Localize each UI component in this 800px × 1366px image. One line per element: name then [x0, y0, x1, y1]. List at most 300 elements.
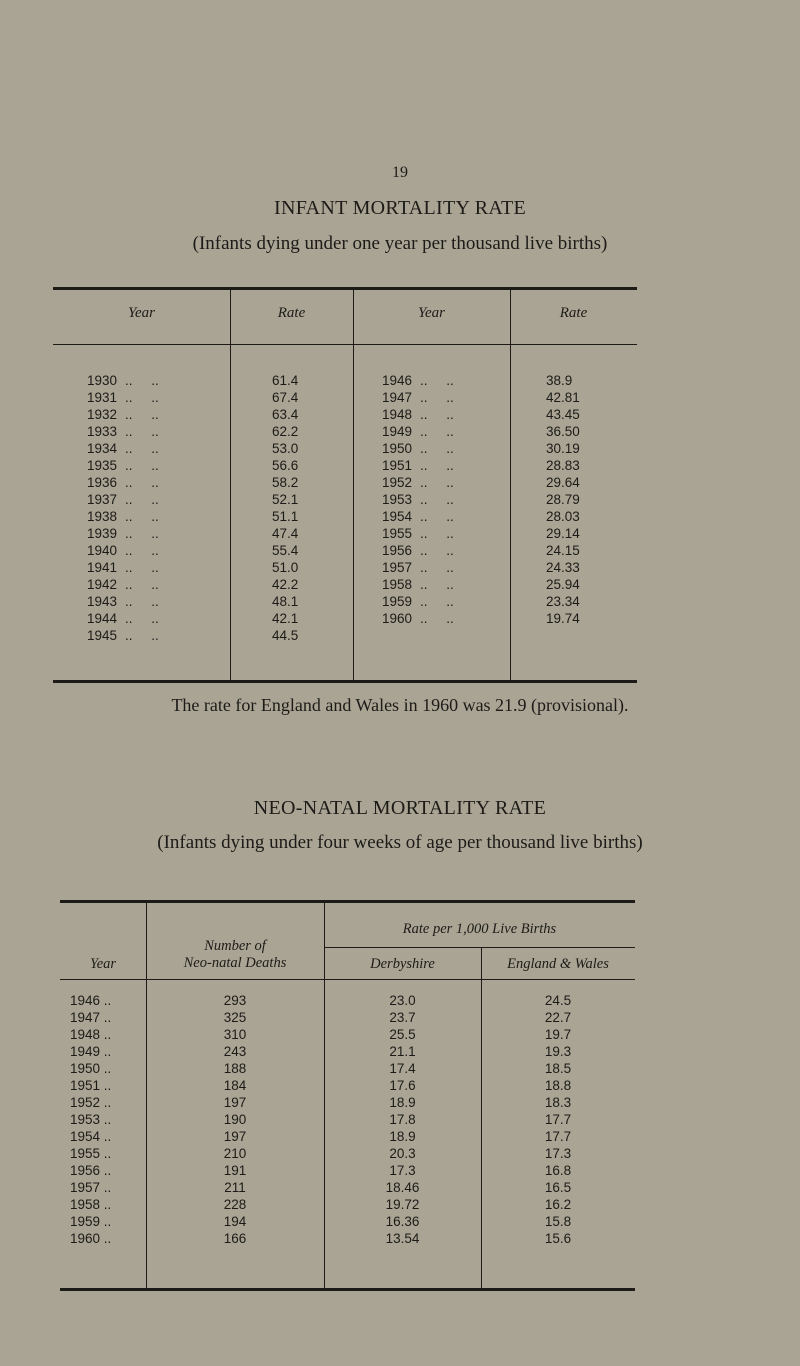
- year-cell-value: 1937: [87, 492, 118, 507]
- header-year-right: Year: [418, 305, 445, 321]
- rate-cell: [272, 440, 298, 457]
- year-cell-value: 1948: [70, 1027, 101, 1042]
- year-column-right: [382, 372, 476, 627]
- deaths-cell-value: 243: [223, 1044, 247, 1059]
- column-divider: [353, 287, 354, 683]
- england-wales-cell: [481, 1145, 635, 1162]
- rate-cell-value: 53.0: [272, 441, 299, 456]
- leader-dots: .. ..: [125, 594, 159, 609]
- header-rate-left: Rate: [277, 305, 306, 321]
- england-wales-cell: [481, 992, 635, 1009]
- year-cell-value: 1930: [87, 373, 118, 388]
- deaths-cell: [146, 1196, 324, 1213]
- rate-cell-value: 42.1: [272, 611, 299, 626]
- year-cell: [382, 423, 476, 440]
- leader-dots: .. ..: [420, 424, 454, 439]
- year-cell-value: 1954: [70, 1129, 101, 1144]
- leader-dots: .. ..: [420, 492, 454, 507]
- rate-cell: [546, 525, 580, 542]
- leader-dots: .. ..: [125, 492, 159, 507]
- rate-cell-value: 51.0: [272, 560, 299, 575]
- year-cell: [70, 1060, 146, 1077]
- leader-dots: .. ..: [125, 373, 159, 388]
- deaths-cell-value: 197: [223, 1095, 247, 1110]
- deaths-cell-value: 310: [223, 1027, 247, 1042]
- derbyshire-cell-value: 17.3: [389, 1163, 416, 1178]
- year-cell-value: 1953: [70, 1112, 101, 1127]
- rate-cell-value: 44.5: [272, 628, 299, 643]
- year-cell: [87, 423, 181, 440]
- deaths-cell: [146, 1009, 324, 1026]
- year-cell-value: 1959: [382, 594, 413, 609]
- page-number: 19: [392, 164, 408, 181]
- rate-cell: [546, 389, 580, 406]
- rate-cell-value: 67.4: [272, 390, 299, 405]
- year-cell: [70, 1094, 146, 1111]
- leader-dots: .. ..: [420, 543, 454, 558]
- year-cell: [70, 1009, 146, 1026]
- infant-mortality-table: [53, 287, 637, 683]
- derbyshire-cell-value: 17.6: [389, 1078, 416, 1093]
- rate-cell: [546, 576, 580, 593]
- year-cell-value: 1946: [382, 373, 413, 388]
- rate-cell: [546, 423, 580, 440]
- derbyshire-cell: [324, 1196, 481, 1213]
- leader-dots: ..: [100, 993, 112, 1008]
- year-cell: [70, 1213, 146, 1230]
- england-wales-cell: [481, 1179, 635, 1196]
- rate-cell: [272, 610, 298, 627]
- england-wales-cell: [481, 1009, 635, 1026]
- year-cell: [382, 610, 476, 627]
- england-wales-cell: [481, 1077, 635, 1094]
- leader-dots: ..: [100, 1180, 112, 1195]
- rate-cell: [272, 627, 298, 644]
- leader-dots: .. ..: [420, 390, 454, 405]
- year-cell: [382, 559, 476, 576]
- year-cell-value: 1933: [87, 424, 118, 439]
- year-cell-value: 1950: [382, 441, 413, 456]
- year-cell: [87, 610, 181, 627]
- year-cell-value: 1947: [382, 390, 413, 405]
- rate-cell-value: 52.1: [272, 492, 299, 507]
- derbyshire-cell: [324, 1145, 481, 1162]
- rate-cell-value: 24.33: [546, 560, 580, 575]
- year-cell-value: 1957: [382, 560, 413, 575]
- year-cell-value: 1932: [87, 407, 118, 422]
- rate-cell-value: 24.15: [546, 543, 580, 558]
- leader-dots: ..: [100, 1214, 112, 1229]
- derbyshire-cell: [324, 992, 481, 1009]
- england-wales-cell-value: 18.8: [544, 1078, 572, 1093]
- year-cell: [87, 389, 181, 406]
- year-cell-value: 1950: [70, 1061, 101, 1076]
- year-cell: [87, 491, 181, 508]
- leader-dots: .. ..: [420, 373, 454, 388]
- header-deaths: [146, 938, 324, 972]
- year-cell: [382, 389, 476, 406]
- deaths-cell-value: 190: [223, 1112, 247, 1127]
- derbyshire-cell: [324, 1230, 481, 1247]
- derbyshire-cell-value: 18.9: [389, 1129, 416, 1144]
- leader-dots: .. ..: [125, 543, 159, 558]
- deaths-cell: [146, 1060, 324, 1077]
- year-cell-value: 1940: [87, 543, 118, 558]
- leader-dots: .. ..: [125, 628, 159, 643]
- year-cell: [87, 559, 181, 576]
- england-wales-cell-value: 17.7: [544, 1129, 572, 1144]
- year-cell: [87, 457, 181, 474]
- year-cell-value: 1960: [70, 1231, 101, 1246]
- year-cell: [382, 474, 476, 491]
- rate-cell: [546, 440, 580, 457]
- year-cell: [87, 593, 181, 610]
- rate-cell-value: 28.83: [546, 458, 580, 473]
- england-wales-cell-value: 24.5: [544, 993, 572, 1008]
- header-rate-right: Rate: [559, 305, 588, 321]
- rate-cell: [546, 406, 580, 423]
- england-wales-cell-value: 22.7: [544, 1010, 572, 1025]
- year-cell: [70, 1230, 146, 1247]
- derbyshire-cell-value: 25.5: [389, 1027, 416, 1042]
- neonatal-mortality-title: NEO-NATAL MORTALITY RATE: [253, 797, 547, 819]
- rate-cell-value: 25.94: [546, 577, 580, 592]
- year-cell: [382, 440, 476, 457]
- rate-cell-value: 55.4: [272, 543, 299, 558]
- rate-cell: [272, 542, 298, 559]
- year-cell-value: 1941: [87, 560, 118, 575]
- leader-dots: .. ..: [125, 560, 159, 575]
- england-wales-cell-value: 17.7: [544, 1112, 572, 1127]
- year-cell: [70, 1179, 146, 1196]
- deaths-cell: [146, 1179, 324, 1196]
- derbyshire-cell: [324, 1060, 481, 1077]
- deaths-cell-value: 325: [223, 1010, 247, 1025]
- deaths-cell: [146, 1162, 324, 1179]
- deaths-cell: [146, 1094, 324, 1111]
- table-subheader-rule: [324, 947, 635, 948]
- year-cell: [70, 1128, 146, 1145]
- year-cell: [70, 1026, 146, 1043]
- leader-dots: ..: [100, 1010, 112, 1025]
- year-cell: [87, 525, 181, 542]
- infant-mortality-title: INFANT MORTALITY RATE: [273, 197, 526, 219]
- year-cell-value: 1946: [70, 993, 101, 1008]
- rate-cell: [546, 559, 580, 576]
- year-cell-value: 1944: [87, 611, 118, 626]
- deaths-cell: [146, 1128, 324, 1145]
- year-cell: [70, 1111, 146, 1128]
- year-cell: [70, 992, 146, 1009]
- rate-cell: [272, 457, 298, 474]
- leader-dots: .. ..: [420, 509, 454, 524]
- derbyshire-cell-value: 20.3: [389, 1146, 416, 1161]
- year-cell-value: 1960: [382, 611, 413, 626]
- deaths-cell-value: 210: [223, 1146, 247, 1161]
- year-cell: [382, 508, 476, 525]
- year-cell: [87, 627, 181, 644]
- year-cell-value: 1958: [70, 1197, 101, 1212]
- rate-cell-value: 30.19: [546, 441, 580, 456]
- england-wales-cell-value: 16.8: [544, 1163, 572, 1178]
- leader-dots: .. ..: [420, 526, 454, 541]
- year-cell-value: 1947: [70, 1010, 101, 1025]
- england-wales-note: The rate for England and Wales in 1960 was 21.9 (provisional).: [171, 695, 629, 715]
- leader-dots: ..: [100, 1231, 112, 1246]
- year-cell-value: 1953: [382, 492, 413, 507]
- year-cell-value: 1955: [70, 1146, 101, 1161]
- england-wales-cell: [481, 1162, 635, 1179]
- table-header-rule: [53, 344, 637, 345]
- year-cell-value: 1949: [70, 1044, 101, 1059]
- year-cell: [70, 1196, 146, 1213]
- deaths-cell: [146, 1111, 324, 1128]
- rate-cell: [272, 406, 298, 423]
- derbyshire-cell: [324, 1009, 481, 1026]
- year-cell-value: 1951: [382, 458, 413, 473]
- year-cell: [87, 372, 181, 389]
- deaths-cell-value: 191: [223, 1163, 247, 1178]
- derbyshire-cell: [324, 1094, 481, 1111]
- leader-dots: ..: [100, 1061, 112, 1076]
- year-cell: [70, 1162, 146, 1179]
- rate-cell: [272, 474, 298, 491]
- year-cell: [87, 508, 181, 525]
- deaths-cell-value: 194: [223, 1214, 247, 1229]
- leader-dots: .. ..: [420, 594, 454, 609]
- year-cell-value: 1931: [87, 390, 118, 405]
- rate-cell-value: 43.45: [546, 407, 580, 422]
- deaths-cell: [146, 1026, 324, 1043]
- england-wales-cell: [481, 1196, 635, 1213]
- derbyshire-cell: [324, 1162, 481, 1179]
- column-divider: [510, 287, 511, 683]
- leader-dots: .. ..: [125, 424, 159, 439]
- leader-dots: .. ..: [420, 577, 454, 592]
- rate-cell: [546, 457, 580, 474]
- year-cell-value: 1935: [87, 458, 118, 473]
- england-wales-cell: [481, 1094, 635, 1111]
- rate-cell-value: 42.2: [272, 577, 299, 592]
- rate-cell: [546, 508, 580, 525]
- leader-dots: .. ..: [125, 475, 159, 490]
- year-cell: [382, 491, 476, 508]
- header-rate-group: Rate per 1,000 Live Births: [402, 921, 557, 937]
- rate-cell-value: 28.03: [546, 509, 580, 524]
- derbyshire-cell: [324, 1213, 481, 1230]
- leader-dots: .. ..: [125, 390, 159, 405]
- leader-dots: ..: [100, 1112, 112, 1127]
- deaths-cell-value: 184: [223, 1078, 247, 1093]
- column-divider: [230, 287, 231, 683]
- rate-cell-value: 29.64: [546, 475, 580, 490]
- rate-cell-value: 38.9: [546, 373, 573, 388]
- leader-dots: .. ..: [420, 441, 454, 456]
- deaths-cell: [146, 1077, 324, 1094]
- year-column-left: [87, 372, 181, 644]
- rate-cell-value: 23.34: [546, 594, 580, 609]
- deaths-cell: [146, 992, 324, 1009]
- leader-dots: .. ..: [420, 560, 454, 575]
- year-cell-value: 1938: [87, 509, 118, 524]
- deaths-cell-value: 211: [224, 1180, 246, 1195]
- deaths-cell: [146, 1213, 324, 1230]
- rate-cell-value: 47.4: [272, 526, 299, 541]
- england-wales-cell-value: 19.3: [544, 1044, 572, 1059]
- year-cell: [87, 576, 181, 593]
- leader-dots: .. ..: [420, 611, 454, 626]
- year-cell-value: 1951: [70, 1078, 101, 1093]
- leader-dots: ..: [100, 1146, 112, 1161]
- year-cell-value: 1952: [382, 475, 413, 490]
- deaths-cell-value: 228: [223, 1197, 247, 1212]
- year-cell-value: 1949: [382, 424, 413, 439]
- england-wales-cell: [481, 1230, 635, 1247]
- header-england-wales: England & Wales: [507, 956, 609, 972]
- year-cell: [70, 1077, 146, 1094]
- deaths-cell-value: 166: [223, 1231, 247, 1246]
- rate-cell-value: 48.1: [272, 594, 299, 609]
- year-cell: [70, 1145, 146, 1162]
- derbyshire-cell-value: 18.9: [389, 1095, 416, 1110]
- year-cell: [87, 542, 181, 559]
- england-wales-column: [481, 992, 635, 1247]
- england-wales-cell: [481, 1043, 635, 1060]
- year-cell: [382, 525, 476, 542]
- derbyshire-cell: [324, 1128, 481, 1145]
- england-wales-cell: [481, 1060, 635, 1077]
- year-cell-value: 1948: [382, 407, 413, 422]
- leader-dots: ..: [100, 1163, 112, 1178]
- deaths-cell: [146, 1230, 324, 1247]
- year-cell-value: 1957: [70, 1180, 101, 1195]
- rate-cell: [272, 423, 298, 440]
- leader-dots: .. ..: [125, 458, 159, 473]
- deaths-cell: [146, 1043, 324, 1060]
- year-cell: [382, 576, 476, 593]
- england-wales-cell: [481, 1213, 635, 1230]
- leader-dots: .. ..: [420, 475, 454, 490]
- rate-cell: [546, 542, 580, 559]
- rate-cell: [272, 593, 298, 610]
- rate-cell: [272, 525, 298, 542]
- year-cell: [382, 457, 476, 474]
- year-cell: [382, 406, 476, 423]
- deaths-cell: [146, 1145, 324, 1162]
- leader-dots: .. ..: [125, 577, 159, 592]
- header-year: Year: [89, 956, 117, 972]
- derbyshire-cell: [324, 1179, 481, 1196]
- year-cell-value: 1943: [87, 594, 118, 609]
- year-cell-value: 1934: [87, 441, 118, 456]
- rate-cell: [272, 372, 298, 389]
- rate-cell-value: 36.50: [546, 424, 580, 439]
- derbyshire-cell: [324, 1026, 481, 1043]
- rate-cell: [546, 474, 580, 491]
- england-wales-cell-value: 19.7: [544, 1027, 572, 1042]
- leader-dots: ..: [100, 1078, 112, 1093]
- rate-cell-value: 58.2: [272, 475, 299, 490]
- deaths-cell-value: 197: [223, 1129, 247, 1144]
- year-cell-value: 1942: [87, 577, 118, 592]
- leader-dots: ..: [100, 1197, 112, 1212]
- year-column: [70, 992, 146, 1247]
- year-cell-value: 1955: [382, 526, 413, 541]
- header-derbyshire: Derbyshire: [370, 956, 435, 972]
- derbyshire-column: [324, 992, 481, 1247]
- table-top-rule: [53, 287, 637, 290]
- year-cell: [382, 372, 476, 389]
- header-deaths-line1: Number of: [204, 938, 266, 954]
- england-wales-cell-value: 15.6: [544, 1231, 572, 1246]
- derbyshire-cell-value: 19.72: [385, 1197, 420, 1212]
- england-wales-cell-value: 16.5: [544, 1180, 572, 1195]
- year-cell-value: 1954: [382, 509, 413, 524]
- derbyshire-cell-value: 16.36: [385, 1214, 420, 1229]
- deaths-column: [146, 992, 324, 1247]
- rate-cell: [272, 559, 298, 576]
- neonatal-mortality-subtitle: (Infants dying under four weeks of age per thousand live births): [157, 832, 643, 853]
- derbyshire-cell-value: 18.46: [385, 1180, 420, 1195]
- year-cell-value: 1959: [70, 1214, 101, 1229]
- deaths-cell-value: 293: [223, 993, 247, 1008]
- rate-cell-value: 61.4: [272, 373, 299, 388]
- header-year-left: Year: [128, 305, 155, 321]
- derbyshire-cell: [324, 1111, 481, 1128]
- infant-mortality-subtitle: (Infants dying under one year per thousand live births): [192, 233, 608, 254]
- year-cell: [70, 1043, 146, 1060]
- derbyshire-cell-value: 13.54: [385, 1231, 420, 1246]
- leader-dots: .. ..: [420, 458, 454, 473]
- leader-dots: .. ..: [125, 441, 159, 456]
- year-cell-value: 1939: [87, 526, 118, 541]
- leader-dots: .. ..: [125, 611, 159, 626]
- england-wales-cell: [481, 1128, 635, 1145]
- rate-cell-value: 29.14: [546, 526, 580, 541]
- england-wales-cell-value: 16.2: [544, 1197, 572, 1212]
- year-cell: [87, 406, 181, 423]
- rate-cell: [272, 508, 298, 525]
- year-cell-value: 1958: [382, 577, 413, 592]
- rate-cell: [272, 576, 298, 593]
- leader-dots: ..: [100, 1027, 112, 1042]
- neonatal-mortality-table: [60, 900, 635, 1291]
- leader-dots: ..: [100, 1129, 112, 1144]
- rate-cell-value: 19.74: [546, 611, 580, 626]
- leader-dots: .. ..: [125, 526, 159, 541]
- rate-cell-value: 62.2: [272, 424, 299, 439]
- rate-cell: [546, 610, 580, 627]
- year-cell-value: 1956: [70, 1163, 101, 1178]
- year-cell: [87, 440, 181, 457]
- leader-dots: .. ..: [420, 407, 454, 422]
- rate-cell: [546, 372, 580, 389]
- year-cell-value: 1936: [87, 475, 118, 490]
- leader-dots: .. ..: [125, 407, 159, 422]
- derbyshire-cell-value: 21.1: [389, 1044, 416, 1059]
- derbyshire-cell-value: 17.8: [389, 1112, 416, 1127]
- leader-dots: ..: [100, 1095, 112, 1110]
- year-cell: [87, 474, 181, 491]
- rate-cell: [272, 389, 298, 406]
- year-cell-value: 1945: [87, 628, 118, 643]
- rate-cell: [272, 491, 298, 508]
- rate-cell: [546, 491, 580, 508]
- derbyshire-cell: [324, 1043, 481, 1060]
- year-cell-value: 1952: [70, 1095, 101, 1110]
- rate-cell: [546, 593, 580, 610]
- rate-cell-value: 42.81: [546, 390, 580, 405]
